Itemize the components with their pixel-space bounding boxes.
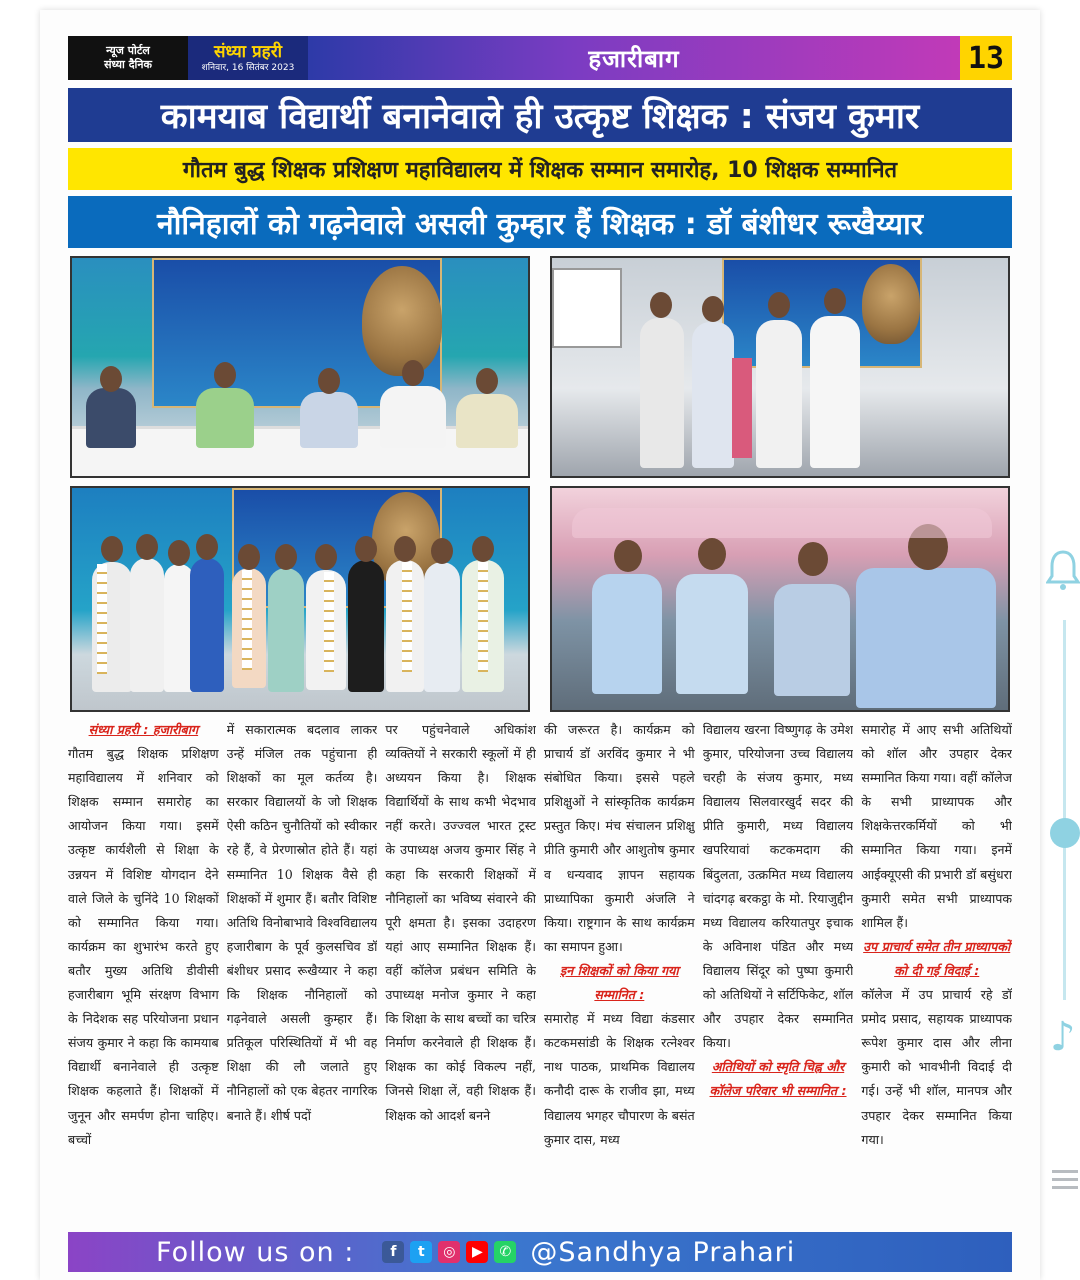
article-column-6	[861, 718, 1012, 1226]
zoom-slider-handle[interactable]	[1050, 818, 1080, 848]
masthead-left-label	[68, 36, 188, 80]
article-column-5	[703, 718, 854, 1226]
article-body	[68, 718, 1012, 1226]
dateline: संध्या प्रहरी : हजारीबाग	[88, 722, 199, 737]
photo-felicitation	[550, 256, 1010, 478]
subhead-guests-honored: अतिथियों को स्मृति चिह्न और कॉलेज परिवार भी सम्मानित :	[709, 1059, 847, 1099]
column-text: की जरूरत है। कार्यक्रम को प्राचार्य डॉ अरविंद कुमार ने भी संबोधित किया। इससे पहले प्रशिक्षुओं ने सांस्कृतिक कार्यक्रम प्रस्तुत किए। मंच संचालन प्रशिक्षु प्रीति कुमारी और आशुतोष कुमार व धन्यवाद ज्ञापन सहायक प्राध्यापिका कुमारी अंजलि ने किया। राष्ट्रगान के साथ कार्यक्रम का समापन हुआ।	[544, 722, 695, 954]
facebook-icon[interactable]: f	[382, 1241, 404, 1263]
subhead-honored-teachers: इन शिक्षकों को किया गया सम्मानित :	[560, 962, 679, 1003]
article-column-2	[227, 718, 378, 1226]
social-footer	[68, 1232, 1012, 1272]
youtube-icon[interactable]: ▶	[466, 1241, 488, 1263]
subhead-farewell: उप प्राचार्य समेत तीन प्राध्यापकों को दी गई विदाई :	[863, 938, 1011, 978]
issue-date: शनिवार, 16 सितंबर 2023	[201, 63, 295, 73]
column-text: पर पहुंचनेवाले अधिकांश व्यक्तियों ने सरकारी स्कूलों में ही अध्ययन किया है। शिक्षक विद्यार्थियों के साथ कभी भेदभाव नहीं करते। उज्ज्वल भारत ट्रस्ट के उपाध्यक्ष अजय कुमार सिंह ने कहा कि सरकारी शिक्षकों में नौनिहालों का भविष्य संवारने की पूरी क्षमता है। इसका उदाहरण यहां आए सम्मानित शिक्षक हैं। वहीं कॉलेज प्रबंधन समिति के उपाध्यक्ष मनोज कुमार ने कहा कि शिक्षा के साथ बच्चों का चरित्र निर्माण करनेवाले ही शिक्षक हैं। शिक्षक का कोई विकल्प नहीं, जिनसे शिक्षा लें, वही शिक्षक हैं। शिक्षक को आदर्श बनने	[385, 722, 537, 1123]
third-headline: नौनिहालों को गढ़नेवाले असली कुम्हार हैं शिक्षक : डॉ बंशीधर रूखैय्यार	[68, 196, 1012, 248]
column-text: गौतम बुद्ध शिक्षक प्रशिक्षण महाविद्यालय में शनिवार को शिक्षक सम्मान समारोह का आयोजन किया गया। इसमें उत्कृष्ट कार्यशैली से शिक्षा के उन्नयन में विशिष्ट योगदान देने वाले जिले के चुनिंदे 10 शिक्षकों को सम्मानित किया गया। कार्यक्रम का शुभारंभ करते हुए बतौर मुख्य अतिथि डीवीसी हजारीबाग भूमि संरक्षण विभाग के निदेशक सह परियोजना प्रधान संजय कुमार ने कहा कि कामयाब विद्यार्थी बनानेवाले ही उत्कृष्ट शिक्षक कहलाते हैं। शिक्षकों में जुनून और समर्पण होना चाहिए। बच्चों	[68, 746, 219, 1147]
photo-audience	[550, 486, 1010, 712]
column-text: विद्यालय खरना विष्णुगढ़ के उमेश कुमार, परियोजना उच्च विद्यालय चरही के संजय कुमार, मध्य विद्यालय सिलवारखुर्द सदर की प्रीति कुमारी, मध्य विद्यालय खपरियावां कटकमदाग की बिंदुलता, उत्क्रमित मध्य विद्यालय चांदगढ़ बरकट्ठा के मो. रियाजुद्दीन मध्य विद्यालय करियातपुर इचाक के अविनाश पंडित और मध्य विद्यालय सिंदूर को पुष्पा कुमारी को अतिथियों ने सर्टिफिकेट, शॉल और उपहार देकर सम्मानित किया।	[702, 722, 854, 1051]
main-headline: कामयाब विद्यार्थी बनानेवाले ही उत्कृष्ट शिक्षक : संजय कुमार	[68, 88, 1012, 142]
column-text-2: समारोह में मध्य विद्या कंडसार कटकमसांडी के शिक्षक रत्नेश्वर नाथ पाठक, प्राथमिक विद्यालय कनौदी दारू के राजीव झा, मध्य विद्यालय भगहर चौपारण के बसंत कुमार दास, मध्य	[544, 1011, 695, 1147]
photo-stage-guests	[70, 256, 530, 478]
section-city: हजारीबाग	[308, 36, 960, 80]
page-number: 13	[960, 36, 1012, 80]
instagram-icon[interactable]: ◎	[438, 1241, 460, 1263]
column-text-2: कॉलेज में उप प्राचार्य रहे डॉ प्रमोद प्रसाद, सहायक प्राध्यापक रूपेश कुमार दास और लीना कुमारी को भावभीनी विदाई दी गई। उन्हें भी शॉल, मानपत्र और उपहार देकर सम्मानित किया गया।	[861, 987, 1013, 1147]
whatsapp-icon[interactable]: ✆	[494, 1241, 516, 1263]
masthead-left-line2: संध्या दैनिक	[104, 58, 152, 71]
brand-logo	[188, 36, 308, 80]
music-note-icon[interactable]: ♪	[1050, 1014, 1076, 1060]
article-column-3	[385, 718, 536, 1226]
menu-icon[interactable]	[1050, 1164, 1080, 1194]
article-column-4	[544, 718, 695, 1226]
brand-name: संध्या प्रहरी	[213, 42, 283, 62]
photo-group-honorees	[70, 486, 530, 712]
follow-label: Follow us on :	[156, 1236, 355, 1268]
sub-headline: गौतम बुद्ध शिक्षक प्रशिक्षण महाविद्यालय में शिक्षक सम्मान समारोह, 10 शिक्षक सम्मानित	[68, 148, 1012, 190]
column-text: में सकारात्मक बदलाव लाकर उन्हें मंजिल तक पहुंचाना ही शिक्षकों का मूल कर्तव्य है। सरकार विद्यालयों के जो शिक्षक ऐसी कठिन चुनौतियों को स्वीकार रहे हैं, वे प्रेरणास्रोत होते हैं। यहां सम्मानित 10 शिक्षक वैसे ही शिक्षकों में शुमार हैं। बतौर विशिष्ट अतिथि विनोबाभावे विश्वविद्यालय हजारीबाग के पूर्व कुलसचिव डॉ बंशीधर प्रसाद रूखैय्यार ने कहा कि शिक्षक नौनिहालों को गढ़नेवाले असली कुम्हार हैं। प्रतिकूल परिस्थितियों में भी वह शिक्षा की लौ जलाते हुए नौनिहालों को एक बेहतर नागरिक बनाते हैं। शीर्ष पदों	[226, 722, 378, 1123]
zoom-slider-track[interactable]	[1063, 620, 1066, 1000]
bell-icon[interactable]	[1046, 548, 1080, 592]
masthead	[68, 36, 1012, 80]
social-handle: @Sandhya Prahari	[530, 1236, 796, 1268]
twitter-icon[interactable]: t	[410, 1241, 432, 1263]
article-column-1	[68, 718, 219, 1226]
masthead-left-line1: न्यूज पोर्टल	[106, 44, 150, 57]
column-text: समारोह में आए सभी अतिथियों को शॉल और उपहार देकर सम्मानित किया गया। वहीं कॉलेज के सभी प्राध्यापक और शिक्षकेत्तरकर्मियों को भी सम्मानित किया गया। इनमें आईक्यूएसी की प्रभारी डॉ बसुंधरा कुमारी समेत सभी प्राध्यापक शामिल हैं।	[861, 722, 1013, 930]
